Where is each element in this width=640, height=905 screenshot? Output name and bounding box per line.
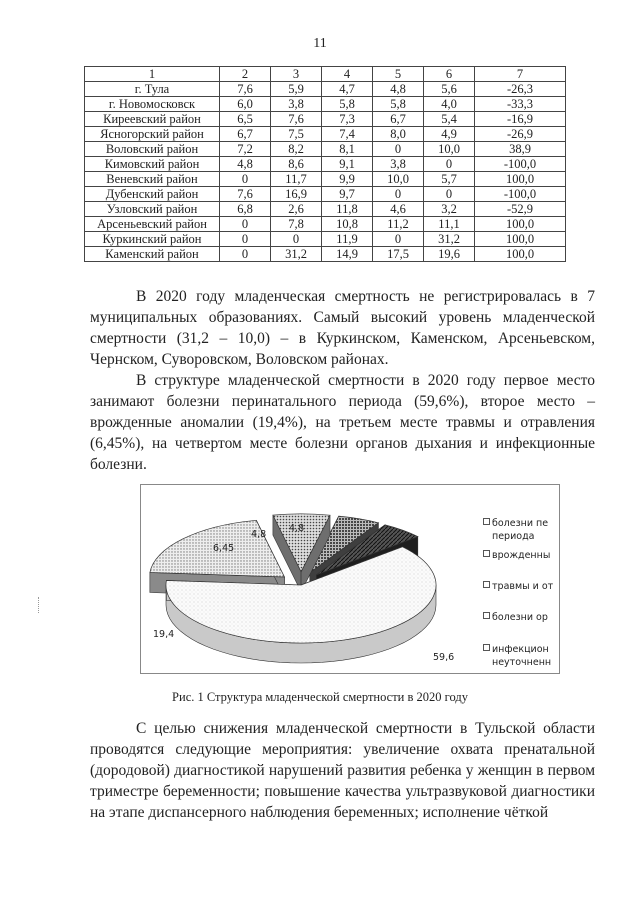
table-cell-value: 6 [424,67,475,82]
table-cell-value: 5,4 [424,112,475,127]
table-row [85,127,566,142]
paragraph-1 [90,286,595,370]
paragraph-3 [90,718,595,823]
table-cell-value: 6,8 [220,202,271,217]
table-cell-value: 10,0 [424,142,475,157]
table-row [85,82,566,97]
table-cell-value: 0 [373,232,424,247]
table-cell-value: -16,9 [475,112,566,127]
legend-item [483,580,555,593]
table-cell-value: 38,9 [475,142,566,157]
table-cell-value: 6,5 [220,112,271,127]
table-cell-district: г. Тула [85,82,220,97]
table-row [85,112,566,127]
pie-data-label: 59,6 [433,652,455,663]
legend-item [483,549,555,562]
table-cell-value: 100,0 [475,247,566,262]
table-row [85,187,566,202]
table-cell-value: -100,0 [475,157,566,172]
table-cell-value: 0 [424,187,475,202]
table-row [85,247,566,262]
table-cell-value: 3,2 [424,202,475,217]
table-cell-value: 9,1 [322,157,373,172]
table-cell-value: -26,9 [475,127,566,142]
pie-svg [141,485,481,673]
table-cell-value: 3,8 [373,157,424,172]
table-cell-value: 4,0 [424,97,475,112]
table-row [85,202,566,217]
table-cell-value: 0 [220,232,271,247]
table-cell-value: 8,1 [322,142,373,157]
table-cell-value: 14,9 [322,247,373,262]
table-cell-value: 5,9 [271,82,322,97]
table-cell-value: 17,5 [373,247,424,262]
table-cell-district: Воловский район [85,142,220,157]
table-cell-value: 7,6 [220,187,271,202]
table-cell-value: 4,8 [220,157,271,172]
table-cell-value: 6,7 [373,112,424,127]
table-cell-value: 10,0 [373,172,424,187]
table-cell-value: 0 [271,232,322,247]
legend-swatch [483,644,490,651]
table-cell-value: 11,1 [424,217,475,232]
table-cell-value: 100,0 [475,172,566,187]
table-cell-value: 0 [220,217,271,232]
table-cell-value: 6,7 [220,127,271,142]
legend-label: врожденны [492,550,551,561]
legend-swatch [483,581,490,588]
table-cell-district: Узловский район [85,202,220,217]
table-cell-district: Арсеньевский район [85,217,220,232]
table-cell-value: 7,8 [271,217,322,232]
legend-label: периода [492,531,535,542]
legend-label: болезни ор [492,612,548,623]
legend-item [483,643,555,669]
table-cell-value: 8,6 [271,157,322,172]
table-cell-value: 19,6 [424,247,475,262]
table-cell-value: 2,6 [271,202,322,217]
table-row [85,157,566,172]
legend-swatch [483,518,490,525]
figure-caption: Рис. 1 Структура младенческой смертности в 2020 году [172,690,468,704]
table-cell-value: 7 [475,67,566,82]
table-cell-value: 100,0 [475,232,566,247]
table-cell-value: 7,2 [220,142,271,157]
table-cell-value: 7,6 [220,82,271,97]
paragraph-3-text: С целью снижения младенческой смертности в Тульской области проводятся следующие мероприятия: увеличение охвата пренатальной (дородовой) диагностикой нарушений развития ребенка у женщин в первом триместре беременности; повышение качества ультразвуковой диагностики на этапе диспансерного наблюдения беременных; исполнение чёткой [90,720,595,821]
table-cell-value: 11,7 [271,172,322,187]
table-cell-value: 10,8 [322,217,373,232]
table-cell-district: Ясногорский район [85,127,220,142]
pie-data-label: 19,4 [153,629,175,640]
table-row [85,232,566,247]
page-number: 11 [313,36,327,51]
legend-label: болезни пе [492,518,549,529]
table-cell-value: 0 [220,247,271,262]
pie-chart [140,484,560,674]
table-row [85,217,566,232]
table-cell-value: 4,7 [322,82,373,97]
legend-swatch [483,612,490,619]
table-cell-district: Куркинский район [85,232,220,247]
legend-swatch [483,550,490,557]
table-cell-value: 0 [373,142,424,157]
table-cell-value: 11,9 [322,232,373,247]
table-row [85,142,566,157]
table-cell-value: -33,3 [475,97,566,112]
table-cell-value: 8,0 [373,127,424,142]
table-cell-value: 2 [220,67,271,82]
table-row [85,67,566,82]
table-cell-district: Кимовский район [85,157,220,172]
table-cell-district: 1 [85,67,220,82]
paragraph-2 [90,370,595,475]
table-cell-district: Дубенский район [85,187,220,202]
pie-data-label: 4,8 [251,529,267,540]
table-cell-value: 31,2 [271,247,322,262]
table-row [85,97,566,112]
table-cell-value: 100,0 [475,217,566,232]
table-cell-value: 4 [322,67,373,82]
table-cell-value: 7,5 [271,127,322,142]
table-cell-value: -100,0 [475,187,566,202]
table-cell-value: 8,2 [271,142,322,157]
table-row [85,172,566,187]
table-cell-value: 4,8 [373,82,424,97]
table-cell-value: 5 [373,67,424,82]
table-cell-district: Киреевский район [85,112,220,127]
table-cell-value: 11,8 [322,202,373,217]
legend-item [483,611,555,624]
pie-data-label: 6,45 [213,543,235,554]
table-cell-value: 5,8 [373,97,424,112]
legend-label: инфекцион [492,644,549,655]
table-cell-value: 31,2 [424,232,475,247]
table-cell-value: 7,6 [271,112,322,127]
mortality-table [84,66,566,262]
table-cell-value: 4,6 [373,202,424,217]
table-cell-value: 3 [271,67,322,82]
table-cell-value: 0 [424,157,475,172]
legend-item [483,517,555,543]
table-cell-value: 9,7 [322,187,373,202]
table-cell-value: 5,6 [424,82,475,97]
pie-data-label: 4,8 [289,523,305,534]
paragraph-1-text: В 2020 году младенческая смертность не регистрировалась в 7 муниципальных образованиях. Самый высокий уровень младенческой смертности (31,2 – 10,0) – в Куркинском, Каменском, Арсеньевском, Чернском, Суворовском, Воловском районах. [90,288,595,368]
table-cell-value: 6,0 [220,97,271,112]
table-cell-value: 0 [220,172,271,187]
margin-mark [38,597,41,613]
table-cell-value: 4,9 [424,127,475,142]
table-cell-value: 7,4 [322,127,373,142]
paragraph-2-text: В структуре младенческой смертности в 2020 году первое место занимают болезни перинатального периода (59,6%), второе место – врожденные аномалии (19,4%), на третьем месте травмы и отравления (6,45%), на четвертом месте болезни органов дыхания и инфекционные болезни. [90,372,595,473]
table-cell-value: 9,9 [322,172,373,187]
table-cell-value: 5,8 [322,97,373,112]
table-cell-district: Веневский район [85,172,220,187]
table-cell-value: 5,7 [424,172,475,187]
legend-label: травмы и от [492,581,554,592]
table-cell-value: 0 [373,187,424,202]
table-cell-district: г. Новомосковск [85,97,220,112]
table-cell-value: 7,3 [322,112,373,127]
table-cell-value: 11,2 [373,217,424,232]
table-cell-value: 3,8 [271,97,322,112]
table-cell-value: -52,9 [475,202,566,217]
legend-label: неуточненн [492,657,552,668]
table-cell-value: 16,9 [271,187,322,202]
table-cell-district: Каменский район [85,247,220,262]
table-cell-value: -26,3 [475,82,566,97]
